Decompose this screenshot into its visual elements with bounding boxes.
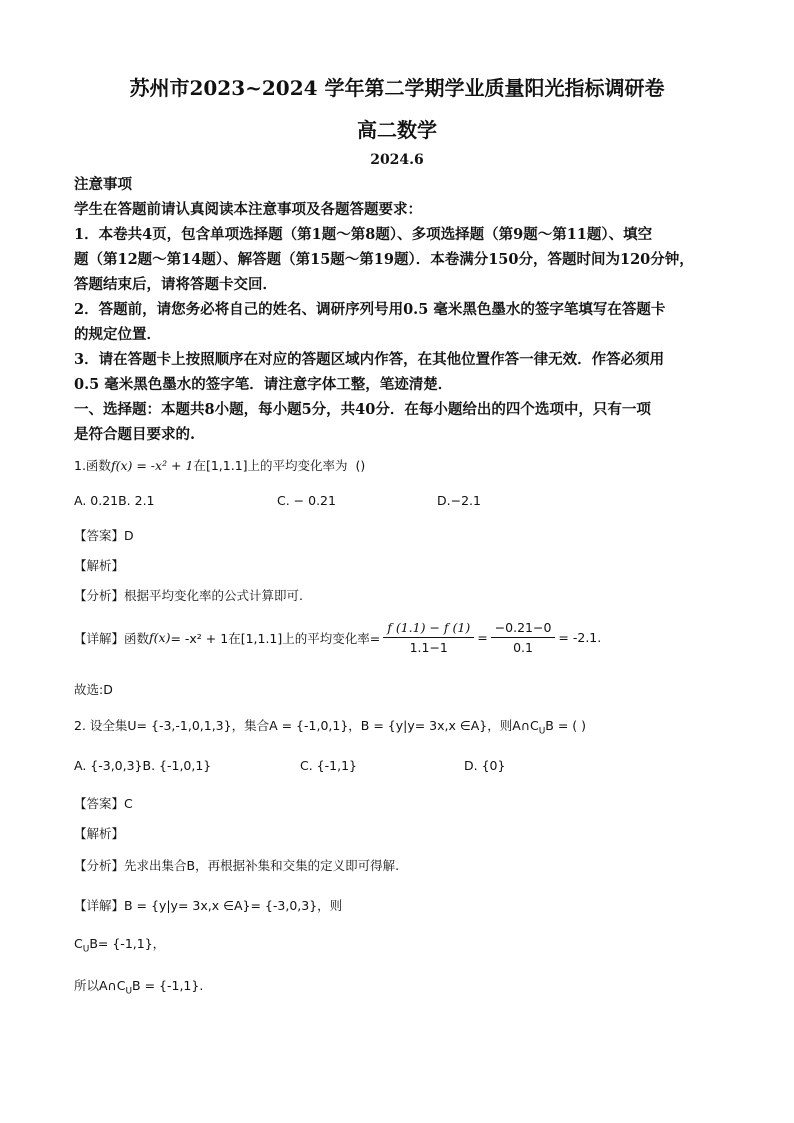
notes-item-1: 1．本卷共4页，包含单项选择题（第1题～第8题）、多项选择题（第9题～第11题）、填空	[74, 226, 653, 243]
question-2-analysis-label: 【解析】	[74, 826, 125, 841]
question-1-option-d: D.−2.1	[437, 493, 481, 508]
exam-date: 2024.6	[370, 152, 424, 168]
question-2-detail: 【详解】B = {y|y= 3x,x ∈A}= {-3,0,3}，则	[74, 898, 343, 913]
notes-item-2-cont: 的规定位置．	[74, 326, 161, 343]
question-2-answer: 【答案】C	[74, 796, 133, 811]
question-2-option-c: C. {-1,1}	[300, 758, 357, 773]
question-1-conclusion: 故选:D	[74, 682, 113, 697]
notes-item-1-cont: 题（第12题～第14题）、解答题（第15题～第19题）．本卷满分150分，答题时间为120分钟，	[74, 251, 694, 268]
notes-item-3-cont: 0.5 毫米黑色墨水的签字笔．请注意字体工整，笔迹清楚．	[74, 376, 453, 393]
notes-item-3: 3．请在答题卡上按照顺序在对应的答题区域内作答，在其他位置作答一律无效．作答必须用	[74, 351, 665, 368]
fraction-average-rate: $\frac{f (1.1) - f (1)}{1.1-1}$	[383, 620, 474, 655]
question-2-stem: 2. 设全集U= {-3,-1,0,1,3}，集合A = {-1,0,1}，B = {y|y= 3x,x ∈A}，则$A\cap C_UB$ = ( )	[74, 718, 587, 737]
notes-heading: 注意事项	[74, 176, 132, 193]
question-1-analysis: 【分析】根据平均变化率的公式计算即可.	[74, 588, 303, 603]
page-subtitle: 高二数学	[357, 118, 437, 142]
question-1-stem: 1.函数f(x) = -x² + 1在[1,1.1]上的平均变化率为 ()	[74, 458, 366, 473]
question-1-option-ab: A. 0.21B. 2.1	[74, 493, 155, 508]
question-2-analysis: 【分析】先求出集合B，再根据补集和交集的定义即可得解.	[74, 858, 400, 873]
question-1-analysis-label: 【解析】	[74, 558, 125, 573]
fraction-value: $\frac{-0.21-0}{0.1}$	[491, 620, 556, 655]
question-1-option-c: C. − 0.21	[277, 493, 336, 508]
question-1-detail: 【详解】函数 f(x) = -x² + 1在[1,1.1]上的平均变化率= $\frac{f (1.1) - f (1)}{1.1-1}$ = $\frac{-0.21-0}{0.1}$ = -2.1.	[74, 620, 602, 655]
question-2-final: 所以$A\cap C_UB = \{-1,1\}$.	[74, 978, 204, 997]
page-title: 苏州市2023~2024 学年第二学期学业质量阳光指标调研卷	[129, 76, 665, 100]
notes-item-1-cont: 答题结束后，请将答题卡交回．	[74, 276, 277, 293]
question-1-answer: 【答案】D	[74, 528, 134, 543]
question-2-complement: $C_UB= \{-1,1\}$，	[74, 936, 166, 955]
question-2-option-d: D. {0}	[464, 758, 506, 773]
question-2-option-ab: A. {-3,0,3}B. {-1,0,1}	[74, 758, 212, 773]
section-heading: 一、选择题：本题共8小题，每小题5分，共40分．在每小题给出的四个选项中，只有一项	[74, 401, 651, 418]
section-heading-cont: 是符合题目要求的.	[74, 426, 196, 443]
notes-intro: 学生在答题前请认真阅读本注意事项及各题答题要求：	[74, 201, 422, 218]
notes-section	[74, 172, 724, 447]
notes-item-2: 2．答题前，请您务必将自己的姓名、调研序列号用0.5 毫米黑色墨水的签字笔填写在答题卡	[74, 301, 666, 318]
